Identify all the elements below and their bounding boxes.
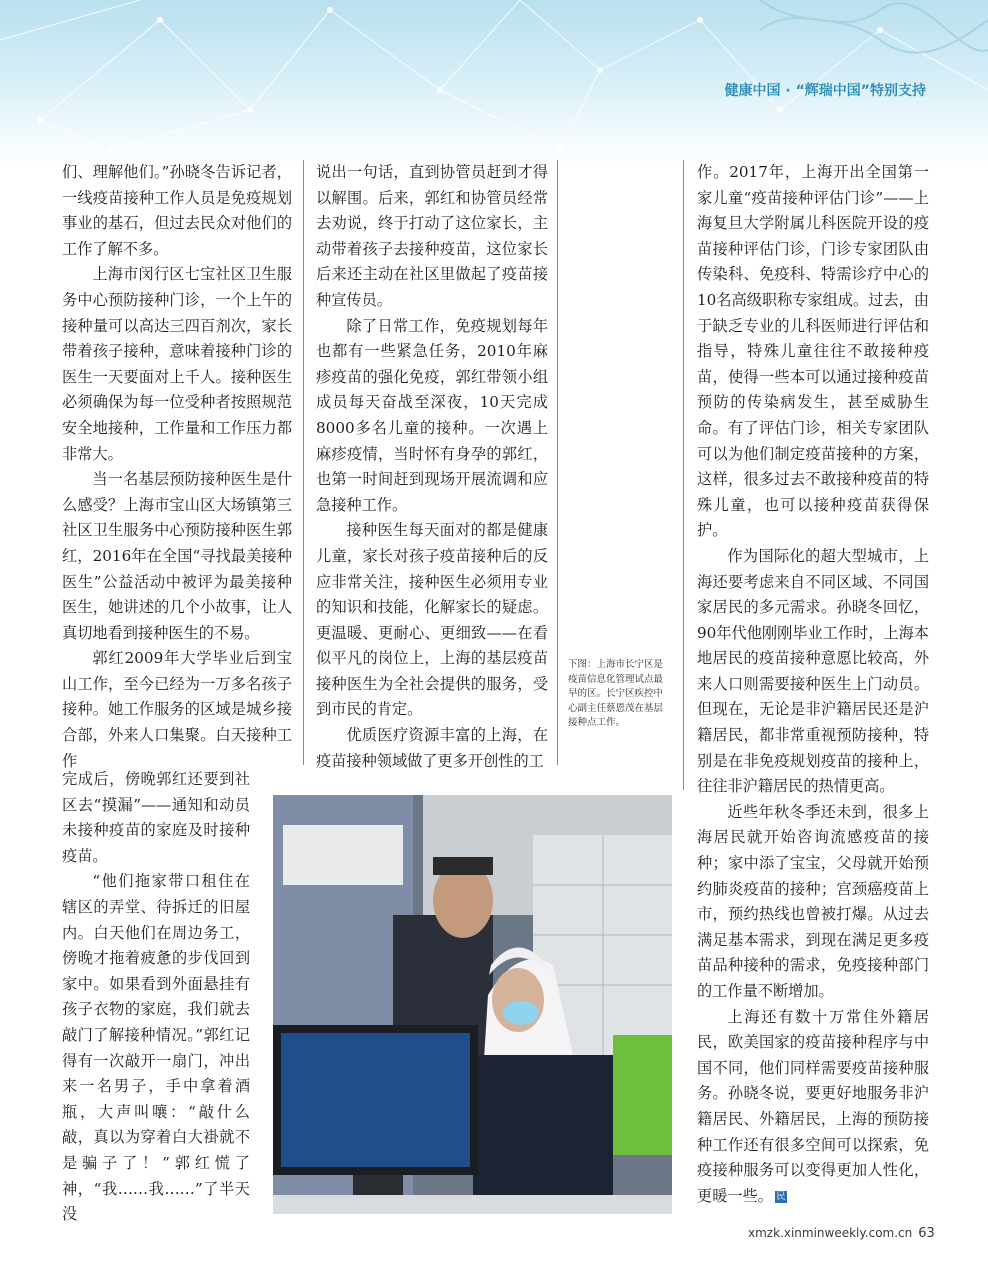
text-column-1-lower — [62, 767, 250, 1228]
paragraph-text: 上海还有数十万常住外籍居民，欧美国家的疫苗接种程序与中国不同，他们同样需要疫苗接种服务。孙晓冬说，要更好地服务非沪籍居民、外籍居民，上海的预防接种工作还有很多空间可以探索，免疫接种服务可以变得更加人性化，更暖一些。 — [697, 1007, 929, 1205]
text-column-3 — [697, 160, 929, 1209]
paragraph: “他们拖家带口租住在辖区的弄堂、待拆迁的旧屋内。白天他们在周边务工，傍晚才拖着疲惫的步伐回到家中。如果看到外面悬挂有孩子衣物的家庭，我们就去敲门了解接种情况。”郭红记得有一次敲开一扇门，冲出来一名男子，手中拿着酒瓶，大声叫嚷：“敲什么敲，真以为穿着白大褂就不是骗子了！”郭红慌了神，“我……我……”了半天没 — [62, 872, 250, 1224]
paragraph: 近些年秋冬季还未到，很多上海居民就开始咨询流感疫苗的接种；家中添了宝宝，父母就开始预约肺炎疫苗的接种；宫颈癌疫苗上市，预约热线也曾被打爆。从过去满足基本需求，到现在满足更多疫苗品种接种的需求，免疫接种部门的工作量不断增加。 — [697, 802, 929, 1000]
paragraph: 郭红2009年大学毕业后到宝山工作，至今已经为一万多名孩子接种。她工作服务的区域是城乡接合部，外来人口集聚。白天接种工作 — [62, 649, 292, 770]
paragraph: 当一名基层预防接种医生是什么感受？上海市宝山区大场镇第三社区卫生服务中心预防接种医生郭红，2016年在全国“寻找最美接种医生”公益活动中被评为最美接种医生，她讲述的几个小故事，让人真切地看到接种医生的不易。 — [62, 470, 292, 642]
end-mark-icon: 民 — [776, 1191, 786, 1202]
column-divider — [557, 160, 558, 765]
footer — [748, 1226, 935, 1241]
column-divider — [683, 160, 684, 790]
paragraph — [697, 1005, 929, 1210]
text-column-2 — [316, 160, 548, 774]
photo-caption: 下图：上海市长宁区是疫苗信息化管理试点最早的区。长宁区疾控中心副主任蔡恩茂在基层接种点工作。 — [568, 659, 664, 728]
section-tag: 健康中国 · “辉瑞中国”特别支持 — [724, 83, 926, 99]
paragraph: 优质医疗资源丰富的上海，在疫苗接种领域做了更多开创性的工 — [316, 726, 548, 770]
paragraph: 接种医生每天面对的都是健康儿童，家长对孩子疫苗接种后的反应非常关注，接种医生必须用专业的知识和技能，化解家长的疑虑。更温暖、更耐心、更细致——在看似平凡的岗位上，上海的基层疫苗接种医生为全社会提供的服务，受到市民的肯定。 — [316, 521, 548, 719]
footer-url: xmzk.xinminweekly.com.cn — [748, 1226, 913, 1240]
paragraph: 作为国际化的超大型城市，上海还要考虑来自不同区域、不同国家居民的多元需求。孙晓冬回忆，90年代他刚刚毕业工作时，上海本地居民的疫苗接种意愿比较高，外来人口则需要接种医生上门动员。但现在，无论是非沪籍居民还是沪籍居民，都非常重视预防接种，特别是在非免疫规划疫苗的接种上，往往非沪籍居民的热情更高。 — [697, 546, 929, 796]
page-number: 63 — [918, 1226, 935, 1241]
paragraph: 除了日常工作，免疫规划每年也都有一些紧急任务，2010年麻疹疫苗的强化免疫，郭红带领小组成员每天奋战至深夜，10天完成8000多名儿童的接种。一次遇上麻疹疫情，当时怀有身孕的郭红，也第一时间赶到现场开展流调和应急接种工作。 — [316, 316, 548, 514]
paragraph: 作。2017年，上海开出全国第一家儿童“疫苗接种评估门诊”——上海复旦大学附属儿科医院开设的疫苗接种评估门诊，门诊专家团队由传染科、免疫科、特需诊疗中心的10名高级职称专家组成。过去，由于缺乏专业的儿科医师进行评估和指导，特殊儿童往往不敢接种疫苗，使得一些本可以通过接种疫苗预防的传染病发生，甚至威胁生命。有了评估门诊，相关专家团队可以为他们制定疫苗接种的方案，这样，很多过去不敢接种疫苗的特殊儿童，也可以接种疫苗获得保护。 — [697, 163, 929, 540]
paragraph: 上海市闵行区七宝社区卫生服务中心预防接种门诊，一个上午的接种量可以高达三四百剂次，家长带着孩子接种，意味着接种门诊的医生一天要面对上千人。接种医生必须确保为每一位受种者按照规范安全地接种，工作量和工作压力都非常大。 — [62, 265, 292, 463]
column-divider — [303, 160, 304, 765]
header-banner — [0, 0, 988, 170]
paragraph: 完成后，傍晚郭红还要到社区去“摸漏”——通知和动员未接种疫苗的家庭及时接种疫苗。 — [62, 770, 250, 865]
text-column-1 — [62, 160, 292, 774]
photo-vaccination-clinic — [273, 795, 672, 1214]
paragraph: 说出一句话，直到协管员赶到才得以解围。后来，郭红和协管员经常去劝说，终于打动了这位家长，主动带着孩子去接种疫苗，这位家长后来还主动在社区里做起了疫苗接种宣传员。 — [316, 163, 548, 309]
paragraph: 们、理解他们。”孙晓冬告诉记者，一线疫苗接种工作人员是免疫规划事业的基石，但过去民众对他们的工作了解不多。 — [62, 163, 292, 258]
